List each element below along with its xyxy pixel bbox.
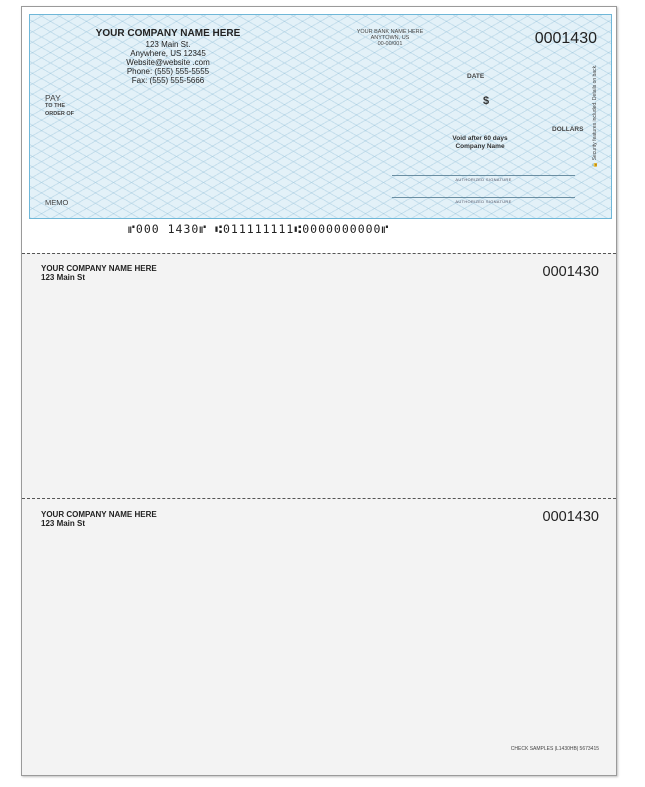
stub2-company-name: YOUR COMPANY NAME HERE [41,510,157,519]
security-note [592,64,598,168]
perforation-line-1 [22,253,616,254]
company-fax: Fax: (555) 555-5666 [131,76,205,85]
void-notice [438,135,522,151]
stub2-company-block [41,510,157,528]
bank-city: ANYTOWN, US [370,35,410,41]
signature-label-2: AUTHORIZED SIGNATURE [455,199,512,204]
void-company-name: Company Name [455,143,505,150]
pay-label: PAY [45,93,61,103]
pay-to-label [45,94,74,118]
company-address-line2: Anywhere, US 12345 [130,49,206,58]
footer-code: CHECK SAMPLES |L1430HB| 5673415 [510,746,599,752]
company-website: Website@website .com [126,58,210,67]
signature-line-2 [392,197,575,198]
bank-fraction: 00-00/001 [377,41,403,47]
bank-block [348,29,432,47]
check-panel [22,7,616,253]
dollar-sign: $ [483,95,490,107]
order-of-label: ORDER OF [45,111,75,117]
company-phone: Phone: (555) 555-5555 [126,67,210,76]
company-block [88,29,248,85]
perforation-line-2 [22,498,616,499]
stub1-company-block [41,264,157,282]
signature-label-1: AUTHORIZED SIGNATURE [455,177,512,182]
check-face [29,14,612,219]
stub2-address: 123 Main St [41,519,86,528]
date-label: DATE [467,73,485,80]
signature-line-1 [392,175,575,176]
stub1-address: 123 Main St [41,273,86,282]
check-sheet [21,6,617,776]
stub1-company-name: YOUR COMPANY NAME HERE [41,264,157,273]
company-name: YOUR COMPANY NAME HERE [95,28,241,39]
security-lock-icon: 🔒 [592,161,598,168]
security-note-text: Security features included. Details on back. [592,64,598,161]
memo-label: MEMO [45,198,69,207]
pay-to-the-label: TO THE [45,103,66,109]
void-after-text: Void after 60 days [452,135,508,142]
stub1-check-number: 0001430 [542,264,599,280]
stub2-check-number: 0001430 [542,509,599,525]
dollars-label: DOLLARS [552,126,584,133]
check-number: 0001430 [534,30,597,47]
micr-line: ⑈000 1430⑈ ⑆011111111⑆0000000000⑈ [128,222,390,236]
bank-name: YOUR BANK NAME HERE [356,29,424,35]
company-address-line1: 123 Main St. [145,40,191,49]
